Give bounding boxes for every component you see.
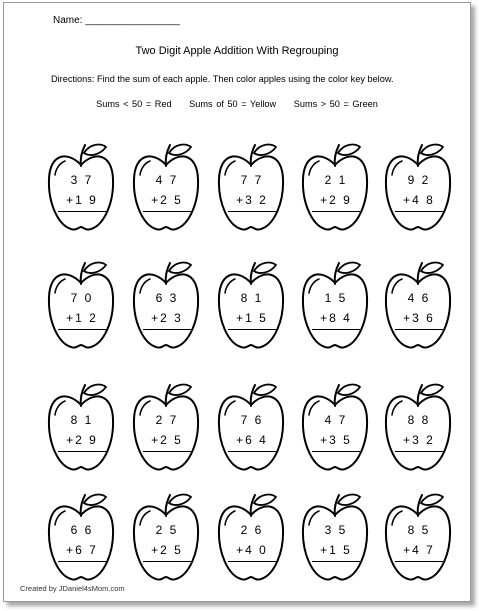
- apple-problem: [214, 141, 288, 237]
- addend-top: 7 0: [70, 291, 94, 305]
- answer-line: [312, 211, 360, 212]
- answer-line: [395, 329, 443, 330]
- addend-bottom: +2 5: [151, 433, 183, 447]
- apple-problem: [44, 141, 118, 237]
- apple-problem: [129, 381, 203, 477]
- answer-line: [395, 211, 443, 212]
- addend-top: 8 5: [407, 523, 431, 537]
- apple-icon: [298, 381, 372, 477]
- answer-line: [143, 451, 191, 452]
- directions-text: Directions: Find the sum of each apple. Then color apples using the color key below.: [51, 74, 394, 84]
- answer-line: [312, 329, 360, 330]
- apple-icon: [44, 141, 118, 237]
- addend-top: 2 5: [155, 523, 179, 537]
- apple-icon: [44, 381, 118, 477]
- addend-bottom: +1 5: [236, 311, 268, 325]
- addend-bottom: +6 4: [236, 433, 268, 447]
- addend-bottom: +6 7: [66, 543, 98, 557]
- addend-top: 9 2: [407, 173, 431, 187]
- addend-top: 2 7: [155, 413, 179, 427]
- apple-problem: [44, 491, 118, 587]
- addend-top: 3 7: [70, 173, 94, 187]
- addend-bottom: +3 5: [320, 433, 352, 447]
- addend-bottom: +4 0: [236, 543, 268, 557]
- answer-line: [58, 329, 106, 330]
- addend-bottom: +1 9: [66, 193, 98, 207]
- addend-bottom: +2 9: [66, 433, 98, 447]
- apple-problem: [129, 491, 203, 587]
- answer-line: [143, 561, 191, 562]
- addend-bottom: +2 5: [151, 543, 183, 557]
- apple-problem: [298, 141, 372, 237]
- addend-top: 7 7: [240, 173, 264, 187]
- addend-bottom: +3 6: [403, 311, 435, 325]
- addend-bottom: +1 5: [320, 543, 352, 557]
- answer-line: [395, 561, 443, 562]
- apple-icon: [214, 141, 288, 237]
- addend-bottom: +1 2: [66, 311, 98, 325]
- apple-problem: [214, 491, 288, 587]
- worksheet-page: [3, 2, 471, 602]
- addend-top: 6 6: [70, 523, 94, 537]
- apple-problem: [129, 141, 203, 237]
- color-key: [4, 99, 470, 109]
- addend-bottom: +4 7: [403, 543, 435, 557]
- addend-top: 2 1: [324, 173, 348, 187]
- color-key-green: Sums > 50 = Green: [293, 99, 378, 109]
- answer-line: [312, 451, 360, 452]
- addend-bottom: +3 2: [236, 193, 268, 207]
- apple-problem: [44, 381, 118, 477]
- color-key-yellow: Sums of 50 = Yellow: [189, 99, 277, 109]
- apple-icon: [381, 141, 455, 237]
- apple-problem: [298, 491, 372, 587]
- answer-line: [228, 451, 276, 452]
- answer-line: [228, 329, 276, 330]
- addend-top: 6 3: [155, 291, 179, 305]
- apple-problem: [298, 259, 372, 355]
- answer-line: [58, 451, 106, 452]
- apple-icon: [129, 141, 203, 237]
- page-title: Two Digit Apple Addition With Regrouping: [135, 45, 339, 57]
- addend-top: 1 5: [324, 291, 348, 305]
- answer-line: [58, 211, 106, 212]
- apple-icon: [44, 491, 118, 587]
- name-field-label: Name: _________________: [53, 15, 180, 26]
- apple-problem: [298, 381, 372, 477]
- apple-icon: [44, 259, 118, 355]
- answer-line: [228, 211, 276, 212]
- answer-line: [228, 561, 276, 562]
- apple-problem: [381, 141, 455, 237]
- addend-bottom: +2 3: [151, 311, 183, 325]
- addend-top: 8 1: [240, 291, 264, 305]
- apple-problem: [381, 491, 455, 587]
- answer-line: [395, 451, 443, 452]
- apple-icon: [129, 491, 203, 587]
- apple-problem: [214, 381, 288, 477]
- footer-credit: Created by JDaniel4sMom.com: [20, 584, 125, 593]
- apple-icon: [129, 381, 203, 477]
- apple-problem: [44, 259, 118, 355]
- addend-top: 8 1: [70, 413, 94, 427]
- addend-top: 4 7: [324, 413, 348, 427]
- apple-icon: [298, 491, 372, 587]
- answer-line: [312, 561, 360, 562]
- apple-icon: [129, 259, 203, 355]
- addend-top: 4 7: [155, 173, 179, 187]
- apple-problem: [214, 259, 288, 355]
- apple-icon: [381, 259, 455, 355]
- answer-line: [143, 329, 191, 330]
- color-key-red: Sums < 50 = Red: [96, 99, 172, 109]
- apple-problem: [381, 381, 455, 477]
- answer-line: [143, 211, 191, 212]
- apple-icon: [381, 491, 455, 587]
- addend-bottom: +3 2: [403, 433, 435, 447]
- answer-line: [58, 561, 106, 562]
- apple-icon: [214, 491, 288, 587]
- apple-icon: [298, 259, 372, 355]
- addend-bottom: +4 8: [403, 193, 435, 207]
- apple-grid: [44, 141, 444, 561]
- apple-problem: [129, 259, 203, 355]
- apple-problem: [381, 259, 455, 355]
- addend-top: 8 8: [407, 413, 431, 427]
- addend-bottom: +2 9: [320, 193, 352, 207]
- apple-icon: [381, 381, 455, 477]
- apple-icon: [214, 259, 288, 355]
- apple-icon: [214, 381, 288, 477]
- addend-top: 3 5: [324, 523, 348, 537]
- apple-icon: [298, 141, 372, 237]
- addend-top: 2 6: [240, 523, 264, 537]
- addend-top: 4 6: [407, 291, 431, 305]
- addend-top: 7 6: [240, 413, 264, 427]
- addend-bottom: +2 5: [151, 193, 183, 207]
- addend-bottom: +8 4: [320, 311, 352, 325]
